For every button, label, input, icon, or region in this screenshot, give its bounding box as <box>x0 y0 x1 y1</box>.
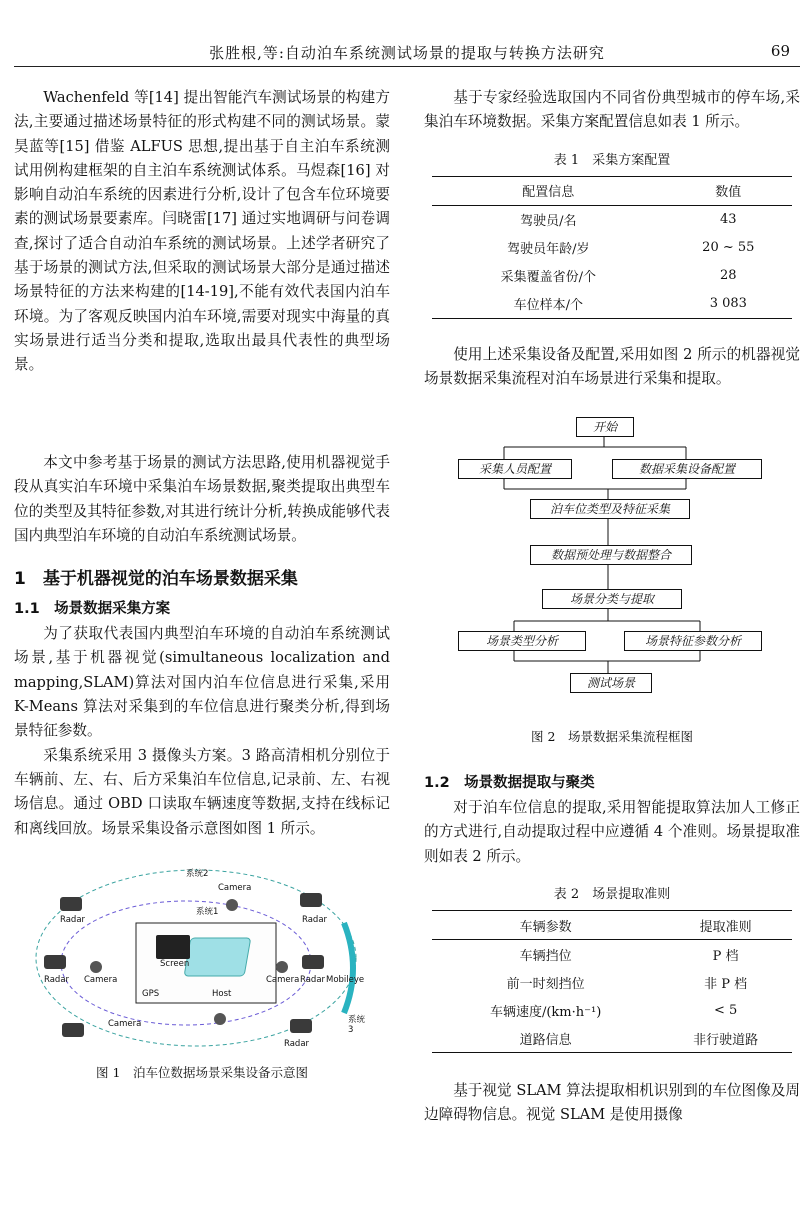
label-screen: Screen <box>160 958 190 969</box>
radar-device-icon <box>62 1023 84 1037</box>
table-row <box>432 996 792 1024</box>
camera-icon <box>226 899 238 911</box>
camera-icon <box>90 961 102 973</box>
table-header-cell: 提取准则 <box>699 919 752 935</box>
left-column <box>14 86 390 1081</box>
table-header-cell: 配置信息 <box>522 185 575 201</box>
figure-1-device-diagram <box>26 863 366 1053</box>
table-row <box>432 262 792 290</box>
flow-node-staff-config: 采集人员配置 <box>458 459 572 479</box>
running-title: 张胜根,等:自动泊车系统测试场景的提取与转换方法研究 <box>209 44 605 62</box>
flow-node-device-config: 数据采集设备配置 <box>612 459 762 479</box>
label-camera-right: Camera <box>266 974 300 985</box>
running-header <box>14 40 800 67</box>
table-row <box>432 968 792 996</box>
paragraph-flow-intro: 使用上述采集设备及配置,采用如图 2 所示的机器视觉场景数据采集流程对泊车场景进行采集和提取。 <box>424 345 800 387</box>
radar-device-icon <box>44 955 66 969</box>
label-gps: GPS <box>142 988 160 999</box>
table-1 <box>432 176 792 319</box>
radar-device-icon <box>290 1019 312 1033</box>
paragraph-extraction: 对于泊车位信息的提取,采用智能提取算法加人工修正的方式进行,自动提取过程中应遵循 4 个准则。场景提取准则如表 2 所示。 <box>424 799 800 865</box>
radar-device-icon <box>60 897 82 911</box>
flow-node-classification: 场景分类与提取 <box>542 589 682 609</box>
figure-1-caption: 图 1 泊车位数据场景采集设备示意图 <box>96 1064 308 1080</box>
label-camera-top: Camera <box>218 882 252 893</box>
camera-icon <box>214 1013 226 1025</box>
section-1-heading: 1 基于机器视觉的泊车场景数据采集 <box>14 569 298 590</box>
table-cell: 3 083 <box>709 296 747 312</box>
table-cell: 非行驶道路 <box>693 1032 759 1048</box>
table-row <box>432 290 792 319</box>
flow-node-start: 开始 <box>576 417 634 437</box>
table-cell: 车辆挡位 <box>519 948 572 964</box>
table-cell: P 档 <box>712 948 739 964</box>
table-row <box>432 234 792 262</box>
table-header-cell: 车辆参数 <box>519 919 572 935</box>
table-header-cell: 数值 <box>715 185 742 201</box>
section-1-1-heading: 1.1 场景数据采集方案 <box>14 601 171 618</box>
table-cell: 前一时刻挡位 <box>506 976 585 992</box>
flow-node-param-analysis: 场景特征参数分析 <box>624 631 762 651</box>
label-host: Host <box>212 988 232 999</box>
flow-node-test-scenario: 测试场景 <box>570 673 652 693</box>
label-camera-bottom: Camera <box>108 1018 142 1029</box>
table-cell: 20 ~ 55 <box>702 240 755 256</box>
table-1-caption: 表 1 采集方案配置 <box>553 152 671 168</box>
page-number: 69 <box>770 42 790 60</box>
table-cell: 28 <box>720 268 737 284</box>
figure-2-flowchart <box>424 417 800 707</box>
table-cell: 道路信息 <box>519 1032 572 1048</box>
table-row <box>432 205 792 234</box>
label-mobileye: Mobileye <box>326 974 365 985</box>
table-cell: 非 P 档 <box>704 976 748 992</box>
label-camera-left: Camera <box>84 974 118 985</box>
label-system-1: 系统1 <box>196 906 219 917</box>
camera-icon <box>276 961 288 973</box>
table-cell: < 5 <box>713 1002 738 1018</box>
table-cell: 车辆速度/(km·h⁻¹) <box>489 1004 602 1020</box>
radar-device-icon <box>302 955 324 969</box>
table-cell: 车位样本/个 <box>513 298 583 314</box>
table-header-row <box>432 911 792 940</box>
label-radar-left: Radar <box>44 974 70 985</box>
paragraph-site-selection: 基于专家经验选取国内不同省份典型城市的停车场,采集泊车环境数据。采集方案配置信息如表 1 所示。 <box>424 89 800 131</box>
label-radar-tr: Radar <box>302 914 328 925</box>
paragraph-related-work: Wachenfeld 等[14] 提出智能汽车测试场景的构建方法,主要通过描述场景特征的形式构建不同的测试场景。蒙昊蓝等[15] 借鉴 ALFUS 思想,提出基于自主泊车系统测试用例构建框架的自主泊车系统测试体系。马煜森[16] 对影响自动泊车系统的因素进行分析,设计了包含车位环境要素的测试场景要素库。闫晓雷[17] 通过实地调研与问卷调查,探讨了适合自动泊车系统的测试场景。上述学者研究了基于场景的测试方法,但采取的测试场景大部分是通过描述场景特征的方法来构建的[14-19],不能有效代表国内泊车环境。为了客观反映国内泊车环境,需要对现实中海量的真实场景进行适当分类和提取,选取出最具代表性的典型场景。 <box>14 89 390 374</box>
paragraph-collection-system: 采集系统采用 3 摄像头方案。3 路高清相机分别位于车辆前、左、右、后方采集泊车位信息,记录前、左、右视场信息。通过 OBD 口读取车辆速度等数据,支持在线标记和离线回放。场景采集设备示意图如图 1 所示。 <box>14 746 390 837</box>
table-2-caption: 表 2 场景提取准则 <box>553 887 671 903</box>
figure-2-caption: 图 2 场景数据采集流程框图 <box>531 729 693 745</box>
label-radar-right: Radar <box>300 974 326 985</box>
table-2 <box>432 910 792 1053</box>
paragraph-slam: 基于视觉 SLAM 算法提取相机识别到的车位图像及周边障碍物信息。视觉 SLAM 是使用摄像 <box>424 1082 800 1124</box>
label-radar-bottom: Radar <box>284 1038 310 1049</box>
table-cell: 43 <box>720 212 737 228</box>
table-cell: 采集覆盖省份/个 <box>500 270 596 286</box>
radar-device-icon <box>300 893 322 907</box>
paragraph-method-summary: 本文中参考基于场景的测试方法思路,使用机器视觉手段从真实泊车环境中采集泊车场景数据,聚类提取出典型车位的类型及其特征参数,对其进行统计分析,转换成能够代表国内典型泊车环境的自动泊车系统测试场景。 <box>14 454 390 544</box>
flow-node-type-analysis: 场景类型分析 <box>458 631 586 651</box>
label-system-3: 系统3 <box>348 1014 366 1035</box>
table-header-row <box>432 176 792 205</box>
table-cell: 驾驶员/名 <box>520 214 577 230</box>
right-column <box>424 86 800 1128</box>
label-radar-tl: Radar <box>60 914 86 925</box>
section-1-2-heading: 1.2 场景数据提取与聚类 <box>424 775 595 792</box>
label-system-2: 系统2 <box>186 868 209 879</box>
flow-node-preprocessing: 数据预处理与数据整合 <box>530 545 692 565</box>
table-row <box>432 940 792 969</box>
table-row <box>432 1024 792 1053</box>
flow-node-feature-collection: 泊车位类型及特征采集 <box>530 499 690 519</box>
table-cell: 驾驶员年龄/岁 <box>507 242 590 258</box>
paragraph-collection-plan: 为了获取代表国内典型泊车环境的自动泊车系统测试场景,基于机器视觉(simultaneous localization and mapping,SLAM)算法对国内泊车位信息进行采集,采用 K-Means 算法对采集到的车位信息进行聚类分析,得到场景特征参数。 <box>14 625 390 740</box>
